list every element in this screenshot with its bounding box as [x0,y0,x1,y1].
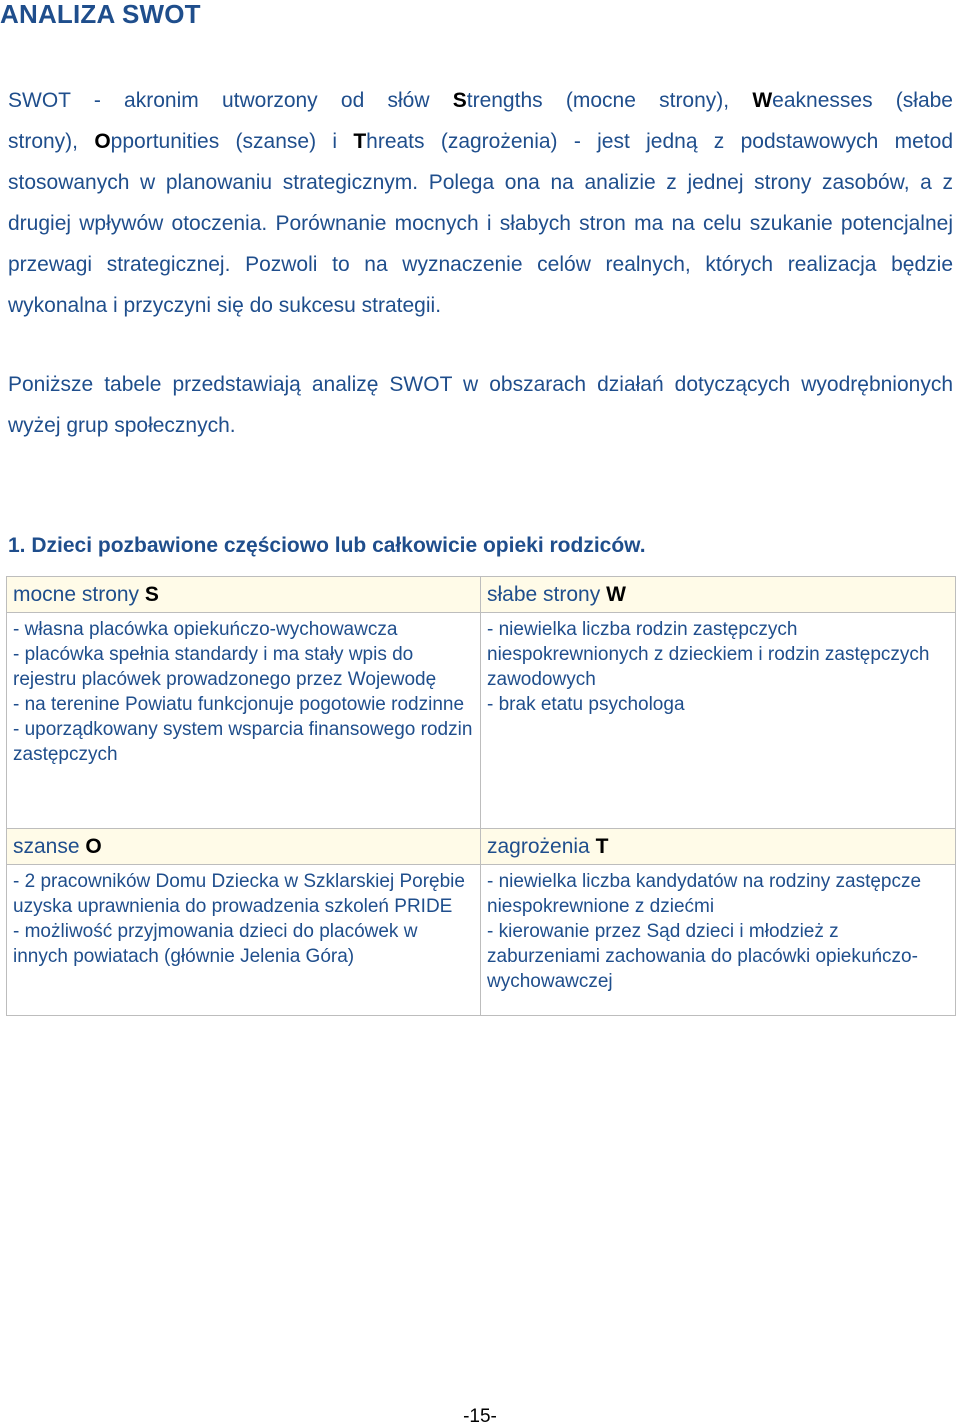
threats-cell [481,865,956,1016]
weaknesses-cell [481,613,956,829]
list-item: - uporządkowany system wsparcia finansowego rodzin zastępczych [13,719,473,765]
swot-table [6,576,956,1016]
list-item: - placówka spełnia standardy i ma stały wpis do rejestru placówek prowadzonego przez Wojewodę [13,644,437,690]
page-number: -15- [463,1406,497,1427]
section-heading: 1. Dzieci pozbawione częściowo lub całkowicie opieki rodziców. [8,534,646,557]
swot-header-row-2 [7,829,956,865]
list-item: - własna placówka opiekuńczo-wychowawcza [13,619,398,640]
intro-line-2: strony), Opportunities (szanse) i Threats (zagrożenia) - jest jedną z podstawowych metod [8,130,953,153]
intro-paragraph [8,80,953,326]
list-item: - niewielka liczba kandydatów na rodziny zastępcze niespokrewnione z dziećmi [487,871,922,917]
letter-s: S [452,89,467,112]
weaknesses-header: słabe strony W [481,577,956,613]
letter-o: O [94,130,111,153]
letter-t: T [353,130,367,153]
swot-body-row-2 [7,865,956,1016]
page-title: ANALIZA SWOT [0,0,201,29]
list-item: - brak etatu psychologa [487,694,685,715]
tables-intro-paragraph: Poniższe tabele przedstawiają analizę SWOT w obszarach działań dotyczących wyodrębnionych wyżej grup społecznych. [8,373,953,437]
letter-w: W [752,89,773,112]
list-item: - kierowanie przez Sąd dzieci i młodzież z zaburzeniami zachowania do placówki opiekuńczo-wychowawczej [487,921,918,992]
threats-header: zagrożenia T [481,829,956,865]
swot-body-row-1 [7,613,956,829]
list-item: - możliwość przyjmowania dzieci do placówek w innych powiatach (głównie Jelenia Góra) [13,921,418,967]
strengths-header: mocne strony S [7,577,481,613]
intro-line-1: SWOT - akronim utworzony od słów Strengths (mocne strony), Weaknesses (słabe [8,89,953,112]
intro-rest: stosowanych w planowaniu strategicznym. Polega ona na analizie z jednej strony zasobów, a z drugiej wpływów otoczenia. Porównanie mocnych i słabych stron ma na celu szukanie potencjalnej przewagi strategicznej. Pozwoli to na wyznaczenie celów realnych, których realizacja będzie wykonalna i przyczyni się do sukcesu strategii. [8,171,953,317]
strengths-cell [7,613,481,829]
opportunities-cell [7,865,481,1016]
list-item: - 2 pracowników Domu Dziecka w Szklarskiej Porębie uzyska uprawnienia do prowadzenia szkoleń PRIDE [13,871,465,917]
opportunities-header: szanse O [7,829,481,865]
list-item: - na terenine Powiatu funkcjonuje pogotowie rodzinne [13,694,465,715]
list-item: - niewielka liczba rodzin zastępczych niespokrewnionych z dzieckiem i rodzin zastępczych zawodowych [487,619,930,690]
swot-header-row-1 [7,577,956,613]
